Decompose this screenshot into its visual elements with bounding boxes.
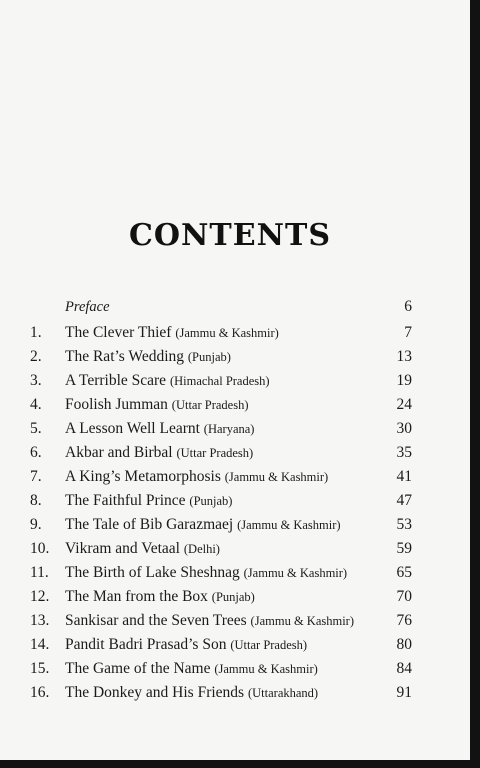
toc-entry-label [65,489,232,513]
toc-row [0,489,470,513]
toc-entry-number: 15. [30,660,50,677]
toc-entry-region: (Delhi) [183,542,220,556]
toc-entry-title: Pandit Badri Prasad’s Son [65,636,227,653]
toc-entry-region: (Jammu & Kashmir) [243,566,348,580]
toc-entry-region: (Himachal Pradesh) [169,374,270,388]
toc-entry-title: The Game of the Name [65,660,211,677]
toc-page-number: 6 [404,298,412,315]
toc-entry-label [65,633,307,657]
toc-page-number: 19 [396,372,412,389]
toc-entry-region: (Jammu & Kashmir) [237,518,341,532]
toc-entry-number: 2. [30,348,42,365]
toc-row [0,513,470,537]
toc-row [0,585,470,609]
toc-entry-title: A Terrible Scare [65,372,167,389]
toc-preface-row [0,295,470,319]
toc-page-number: 76 [396,612,412,629]
toc-row [0,417,470,441]
toc-entry-number: 16. [30,684,50,701]
toc-entry-region: (Uttar Pradesh) [171,398,249,412]
toc-page-number: 59 [396,540,412,557]
toc-entry-number: 3. [30,372,42,389]
toc-entry-title: The Clever Thief [65,324,172,341]
toc-page-number: 7 [404,324,412,341]
toc-row [0,345,470,369]
toc-entry-label [65,441,253,465]
toc-entry-region: (Punjab) [189,494,233,508]
toc-entry-title: Akbar and Birbal [65,444,173,461]
toc-entry-region: (Haryana) [203,422,255,436]
toc-row [0,681,470,705]
toc-entry-title: The Tale of Bib Garazmaej [65,516,234,533]
toc-entry-title: The Donkey and His Friends [65,684,245,701]
toc-row [0,633,470,657]
toc-entry-region: (Jammu & Kashmir) [175,326,279,340]
toc-entry-region: (Uttarakhand) [247,686,319,700]
toc-entry-number: 9. [30,516,42,533]
toc-entry-number: 12. [30,588,50,605]
toc-entry-region: (Jammu & Kashmir) [250,614,355,628]
toc-row [0,561,470,585]
toc-row [0,393,470,417]
toc-entry-label [65,321,279,345]
toc-page-number: 80 [396,636,412,653]
toc-entry-number: 4. [30,396,42,413]
toc-entry-title: A King’s Metamorphosis [65,468,221,485]
toc-page-number: 53 [396,516,412,533]
toc-entry-number: 11. [30,564,49,581]
toc-row [0,321,470,345]
toc-page-number: 35 [396,444,412,461]
toc-entry-title: Preface [65,299,110,315]
toc-entry-region: (Jammu & Kashmir) [224,470,329,484]
toc-page-number: 91 [396,684,412,701]
toc-entry-number: 13. [30,612,50,629]
toc-entry-title: The Rat’s Wedding [65,348,185,365]
toc-entry-label [65,369,270,393]
toc-entry-title: Vikram and Vetaal [65,540,180,557]
toc-entry-label [65,513,341,537]
toc-entry-number: 14. [30,636,50,653]
toc-entry-label [65,465,328,489]
toc-page-number: 13 [396,348,412,365]
toc-entry-number: 5. [30,420,42,437]
toc-entry-label [65,585,255,609]
toc-page-number: 30 [396,420,412,437]
toc-entry-title: The Birth of Lake Sheshnag [65,564,240,581]
toc-entry-number: 6. [30,444,42,461]
toc-entry-title: A Lesson Well Learnt [65,420,200,437]
toc-entry-number: 7. [30,468,42,485]
toc-entry-label [65,657,318,681]
toc-entry-label [65,393,249,417]
toc-entry-label [65,417,254,441]
toc-entry-label [65,345,231,369]
toc-entry-title: The Faithful Prince [65,492,186,509]
toc-page-number: 70 [396,588,412,605]
toc-row [0,369,470,393]
toc-row [0,465,470,489]
toc-entry-region: (Uttar Pradesh) [230,638,308,652]
toc-entry-number: 8. [30,492,42,509]
toc-row [0,537,470,561]
toc-page-number: 47 [396,492,412,509]
toc-entry-number: 1. [30,324,42,341]
toc-entry-label [65,681,318,705]
toc-page-number: 41 [396,468,412,485]
toc-row [0,609,470,633]
toc-entry-region: (Punjab) [187,350,231,364]
toc-entry-title: Foolish Jumman [65,396,168,413]
toc-row [0,657,470,681]
toc-page-number: 24 [396,396,412,413]
toc-entry-title: The Man from the Box [65,588,208,605]
toc-page-number: 84 [396,660,412,677]
toc-row [0,441,470,465]
toc-entry-region: (Punjab) [211,590,255,604]
toc-entry-region: (Jammu & Kashmir) [214,662,318,676]
toc-page-number: 65 [396,564,412,581]
page-title: CONTENTS [128,218,332,253]
toc-entry-label [65,609,354,633]
toc-entry-title: Sankisar and the Seven Trees [65,612,247,629]
toc-entry-number: 10. [30,540,50,557]
toc-entry-label [65,537,220,561]
toc-entry-region: (Uttar Pradesh) [176,446,254,460]
toc-entry-label [65,561,347,585]
